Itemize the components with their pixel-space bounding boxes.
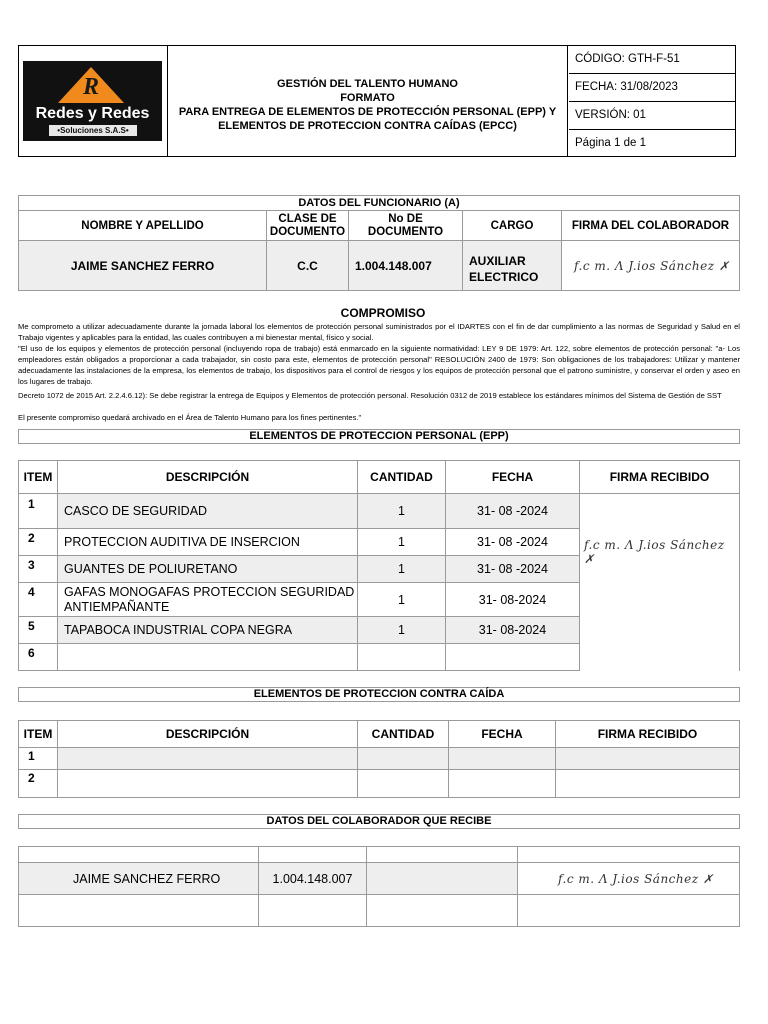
- epp-item: 1: [19, 494, 58, 529]
- epp-date: 31- 08 -2024: [446, 529, 580, 556]
- epp-date: 31- 08-2024: [446, 583, 580, 617]
- epp-qty: 1: [358, 583, 446, 617]
- epp-header-desc: DESCRIPCIÓN: [58, 461, 358, 494]
- recibe-nombre: JAIME SANCHEZ FERRO: [19, 863, 259, 895]
- epcc-desc: [58, 770, 358, 798]
- epp-header-firma: FIRMA RECIBIDO: [580, 461, 740, 494]
- header-firma: FIRMA DEL COLABORADOR: [562, 211, 740, 241]
- epp-item: 6: [19, 644, 58, 671]
- epcc-firma: [556, 770, 740, 798]
- recibe-blank: [518, 847, 740, 863]
- epp-firma: [580, 494, 740, 671]
- recibe-blank: [518, 895, 740, 927]
- epp-date: 31- 08-2024: [446, 617, 580, 644]
- epcc-table: [18, 720, 740, 798]
- funcionario-nombre: JAIME SANCHEZ FERRO: [19, 241, 267, 291]
- recibe-blank: [367, 847, 518, 863]
- epcc-section-title: ELEMENTOS DE PROTECCION CONTRA CAÍDA: [18, 687, 740, 702]
- recibe-section-title: DATOS DEL COLABORADOR QUE RECIBE: [18, 814, 740, 829]
- epp-desc: GAFAS MONOGAFAS PROTECCION SEGURIDAD ANTIEMPAÑANTE: [58, 583, 358, 617]
- funcionario-table: [18, 195, 740, 291]
- epcc-desc: [58, 748, 358, 770]
- fecha: FECHA: 31/08/2023: [569, 74, 736, 102]
- funcionario-firma: [562, 241, 740, 291]
- epp-item: 3: [19, 556, 58, 583]
- version: VERSIÓN: 01: [569, 102, 736, 130]
- epp-qty: 1: [358, 617, 446, 644]
- epp-desc: GUANTES DE POLIURETANO: [58, 556, 358, 583]
- funcionario-section-title: DATOS DEL FUNCIONARIO (A): [19, 196, 740, 211]
- company-logo: [23, 61, 162, 141]
- compromiso-p3: Decreto 1072 de 2015 Art. 2.2.4.6.12): Se debe registrar la entrega de Equipos y Elementos de protección personal. Resolución 0312 de 2019 establece los estándares mínimos del Sistema de Gestión de SST: [18, 391, 722, 400]
- epp-header-item: ITEM: [19, 461, 58, 494]
- epcc-item: 1: [19, 748, 58, 770]
- title-line-2: FORMATO: [340, 92, 395, 104]
- header-cargo: CARGO: [463, 211, 562, 241]
- recibe-blank: [367, 895, 518, 927]
- document-title: [168, 46, 568, 156]
- epp-desc: TAPABOCA INDUSTRIAL COPA NEGRA: [58, 617, 358, 644]
- epp-desc: CASCO DE SEGURIDAD: [58, 494, 358, 529]
- epp-table: [18, 460, 740, 671]
- logo-cell: [19, 46, 168, 156]
- epcc-header-desc: DESCRIPCIÓN: [58, 721, 358, 748]
- epp-qty: [358, 644, 446, 671]
- epcc-date: [449, 748, 556, 770]
- header-numero: No DE DOCUMENTO: [349, 211, 463, 241]
- epp-date: [446, 644, 580, 671]
- document-header: [18, 45, 736, 157]
- epp-qty: 1: [358, 529, 446, 556]
- epcc-qty: [358, 770, 449, 798]
- funcionario-numero: 1.004.148.007: [349, 241, 463, 291]
- signature-image: f.c m. Λ J.ios Sánchez ✗: [574, 258, 730, 273]
- epp-item: 5: [19, 617, 58, 644]
- epp-header-qty: CANTIDAD: [358, 461, 446, 494]
- recibe-blank: [259, 895, 367, 927]
- funcionario-cargo: AUXILIAR ELECTRICO: [463, 241, 562, 291]
- header-clase: CLASE DE DOCUMENTO: [267, 211, 349, 241]
- recibe-numero: 1.004.148.007: [259, 863, 367, 895]
- epp-qty: 1: [358, 494, 446, 529]
- epcc-header-firma: FIRMA RECIBIDO: [556, 721, 740, 748]
- epp-item: 4: [19, 583, 58, 617]
- title-line-4: ELEMENTOS DE PROTECCION CONTRA CAÍDAS (EPCC): [218, 120, 517, 132]
- title-line-3: PARA ENTREGA DE ELEMENTOS DE PROTECCIÓN PERSONAL (EPP) Y: [178, 106, 557, 118]
- recibe-blank: [259, 847, 367, 863]
- epcc-header-qty: CANTIDAD: [358, 721, 449, 748]
- title-line-1: GESTIÓN DEL TALENTO HUMANO: [277, 78, 458, 90]
- logo-letter: R: [82, 74, 99, 100]
- funcionario-clase: C.C: [267, 241, 349, 291]
- epp-item: 2: [19, 529, 58, 556]
- compromiso-p2: "El uso de los equipos y elementos de protección personal (incluyendo ropa de trabajo) está enmarcado en la siguiente normatividad: LEY 9 DE 1979: Art. 122, sobre elementos de protección personal: "a- Los empleadores están obligados a proporcionar a cada trabajador, sin costo para este, elementos de protección personal" RESOLUCIÓN 2400 de 1979: Son obligaciones de los trabajadores: Utilizar y mantener adecuadamente las instalaciones de la empresa, los elementos de trabajo, los dispositivos para el control de riesgos y los equipos de protección personal que el patrono suministre, y conservar el orden y aseo en los lugares de trabajo.: [18, 344, 740, 386]
- epcc-date: [449, 770, 556, 798]
- header-nombre: NOMBRE Y APELLIDO: [19, 211, 267, 241]
- epcc-header-date: FECHA: [449, 721, 556, 748]
- compromiso-p4: El presente compromiso quedará archivado en el Área de Talento Humano para los fines pertinentes.": [18, 413, 362, 422]
- epcc-qty: [358, 748, 449, 770]
- recibe-table: [18, 846, 740, 927]
- signature-image: f.c m. Λ J.ios Sánchez ✗: [558, 871, 714, 886]
- logo-sub: •Soluciones S.A.S•: [49, 125, 137, 136]
- epp-date: 31- 08 -2024: [446, 494, 580, 529]
- recibe-blank: [19, 847, 259, 863]
- recibe-blank: [367, 863, 518, 895]
- epp-desc: PROTECCION AUDITIVA DE INSERCION: [58, 529, 358, 556]
- logo-name: Redes y Redes: [35, 105, 150, 122]
- epp-date: 31- 08 -2024: [446, 556, 580, 583]
- epp-desc: [58, 644, 358, 671]
- epcc-item: 2: [19, 770, 58, 798]
- recibe-blank: [19, 895, 259, 927]
- pagina: Página 1 de 1: [575, 137, 646, 149]
- epp-section-title: ELEMENTOS DE PROTECCION PERSONAL (EPP): [18, 429, 740, 444]
- signature-image: f.c m. Λ J.ios Sánchez ✗: [584, 538, 725, 567]
- epp-header-date: FECHA: [446, 461, 580, 494]
- epcc-firma: [556, 748, 740, 770]
- codigo: CÓDIGO: GTH-F-51: [569, 46, 736, 74]
- recibe-firma: [518, 863, 740, 895]
- epp-qty: 1: [358, 556, 446, 583]
- compromiso-title: COMPROMISO: [340, 306, 426, 320]
- epcc-header-item: ITEM: [19, 721, 58, 748]
- compromiso-p1: Me comprometo a utilizar adecuadamente durante la jornada laboral los elementos de protección personal suministrados por el IDARTES con el fin de dar cumplimiento a las normas de Seguridad y Salud en el Trabajo vigentes y aplicables para la entidad, las cuales contribuyen a mi bienestar mental, físico y social.: [18, 322, 740, 342]
